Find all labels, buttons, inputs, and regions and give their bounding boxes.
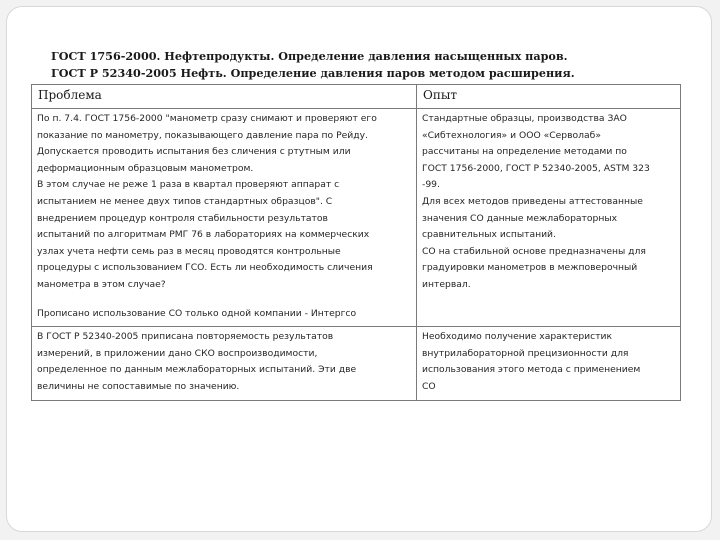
text-line: внедрением процедур контроля стабильности результатов (37, 212, 328, 224)
text-line: СО на стабильной основе предназначены для (422, 245, 646, 257)
text-line: ГОСТ 1756-2000, ГОСТ Р 52340-2005, ASTM 323 (422, 162, 650, 174)
problem-note: Прописано использование СО только одной компании - Интергсо (37, 307, 357, 319)
header-experience: Опыт (417, 85, 681, 109)
experience-cell-2 (417, 327, 681, 400)
text-line: испытанием не менее двух типов стандартных образцов". С (37, 195, 333, 207)
header-problem: Проблема (32, 85, 417, 109)
text-line: Допускается проводить испытания без сличения с ртутным или (37, 146, 351, 158)
text-line: В ГОСТ Р 52340-2005 приписана повторяемость результатов (37, 331, 334, 343)
text-line: измерений, в приложении дано СКО воспроизводимости, (37, 347, 318, 359)
text-line: значения СО данные межлабораторных (422, 212, 618, 224)
text-line: сравнительных испытаний. (422, 229, 556, 241)
text-line: рассчитаны на определение методами по (422, 146, 627, 158)
spacer (37, 294, 411, 306)
text-line: показание по манометру, показывающего давление пара по Рейду. (37, 129, 368, 141)
table-row (32, 109, 681, 327)
text-line: интервал. (422, 278, 471, 290)
text-line: манометра в этом случае? (37, 278, 166, 290)
text-line: «Сибтехнология» и ООО «Серволаб» (422, 129, 601, 141)
text-line: СО (422, 380, 436, 392)
slide-title (51, 48, 691, 82)
text-line: Стандартные образцы, производства ЗАО (422, 113, 627, 124)
text-line: узлах учета нефти семь раз в месяц проводятся контрольные (37, 245, 341, 257)
experience-cell-1 (417, 109, 681, 327)
text-line: использования этого метода с применением (422, 364, 641, 376)
text-line: градуировки манометров в межповерочный (422, 262, 638, 274)
text-line: определенное по данным межлабораторных испытаний. Эти две (37, 364, 357, 376)
text-line: -99. (422, 179, 440, 191)
text-line: Необходимо получение характеристик (422, 331, 613, 343)
text-line: внутрилабораторной прецизионности для (422, 347, 629, 359)
text-line: деформационным образцовым манометром. (37, 162, 254, 174)
table-row (32, 327, 681, 400)
text-line: процедуры с использованием ГСО. Есть ли необходимость сличения (37, 262, 373, 274)
title-line-2: ГОСТ Р 52340-2005 Нефть. Определение давления паров методом расширения. (51, 66, 575, 80)
text-line: испытаний по алгоритмам РМГ 76 в лабораториях на коммерческих (37, 229, 370, 241)
comparison-table (31, 84, 681, 401)
text-line: величины не сопоставимые по значению. (37, 380, 240, 392)
text-line: Для всех методов приведены аттестованные (422, 195, 643, 207)
table-header-row (32, 85, 681, 109)
problem-cell-1 (32, 109, 417, 327)
text-line: В этом случае не реже 1 раза в квартал проверяют аппарат с (37, 179, 340, 191)
text-line: По п. 7.4. ГОСТ 1756-2000 "манометр сразу снимают и проверяют его (37, 113, 377, 124)
title-line-1: ГОСТ 1756-2000. Нефтепродукты. Определение давления насыщенных паров. (51, 49, 568, 63)
problem-cell-2 (32, 327, 417, 400)
